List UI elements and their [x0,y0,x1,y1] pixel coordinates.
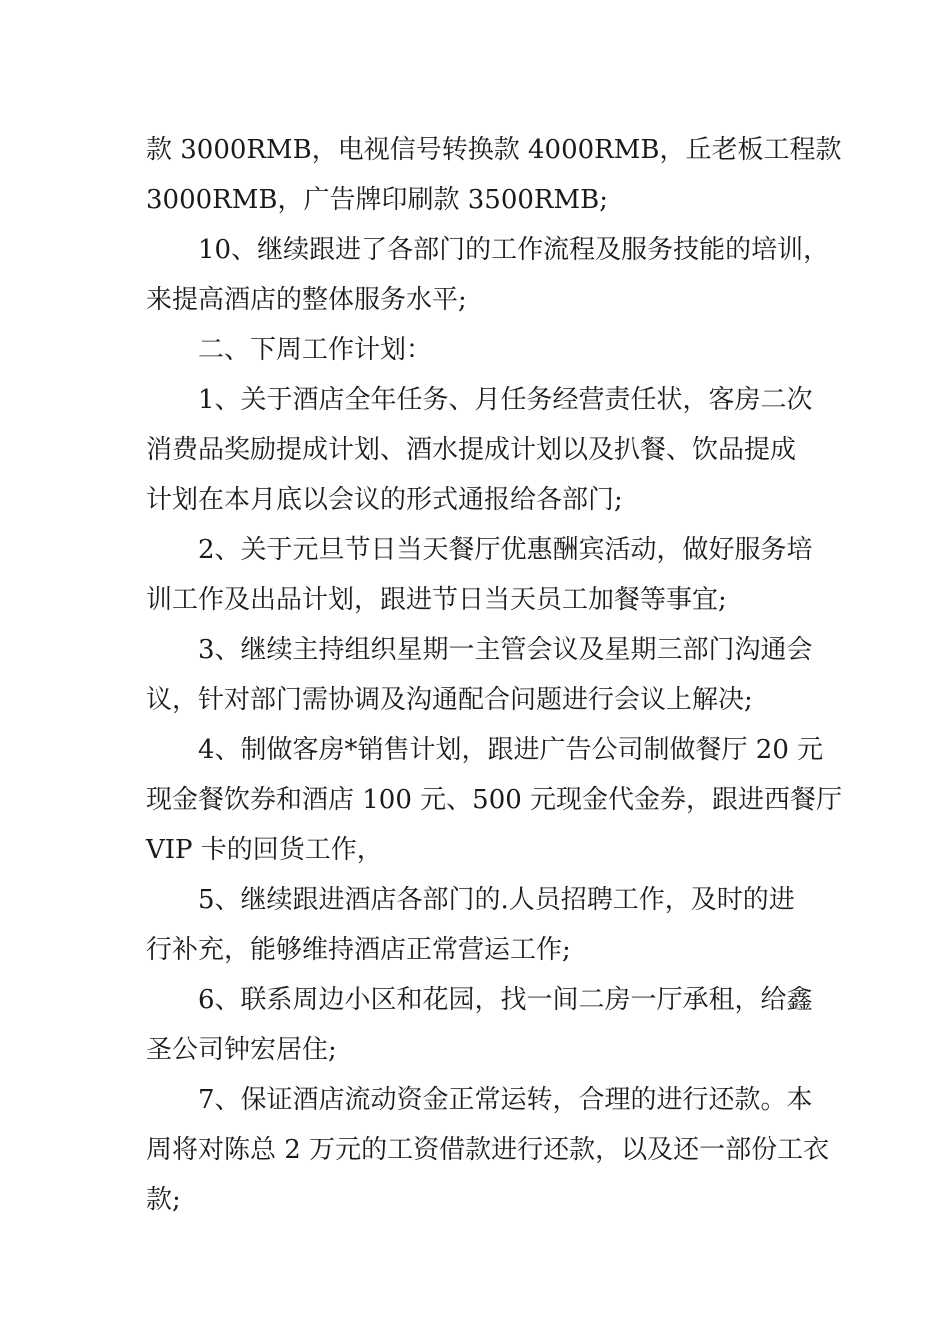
document-page: 款 3000RMB，电视信号转换款 4000RMB，丘老板工程款 3000RMB，广告牌印刷款 3500RMB; 10、继续跟进了各部门的工作流程及服务技能的培训， 来提高酒店的整体服务水平; 二、下周工作计划： 1、关于酒店全年任务、月任务经营责任状，客房二次 消费品奖励提成计划、酒水提成计划以及扒餐、饮品提成 计划在本月底以会议的形式通报给各部门; 2、关于元旦节日当天餐厅优惠酬宾活动，做好服务培 训工作及出品计划，跟进节日当天员工加餐等事宜; 3、继续主持组织星期一主管会议及星期三部门沟通会 议，针对部门需协调及沟通配合问题进行会议上解决; 4、制做客房*销售计划，跟进广告公司制做餐厅 20 元 现金餐饮券和酒店 100 元、500 元现金代金券，跟进西餐厅 VIP 卡的回货工作， 5、继续跟进酒店各部门的.人员招聘工作，及时的进 行补充，能够维持酒店正常营运工作; 6、联系周边小区和花园，找一间二房一厅承租，给鑫 圣公司钟宏居住; 7、保证酒店流动资金正常运转，合理的进行还款。本 周将对陈总 2 万元的工资借款进行还款，以及还一部份工衣 款; [0,0,950,1344]
